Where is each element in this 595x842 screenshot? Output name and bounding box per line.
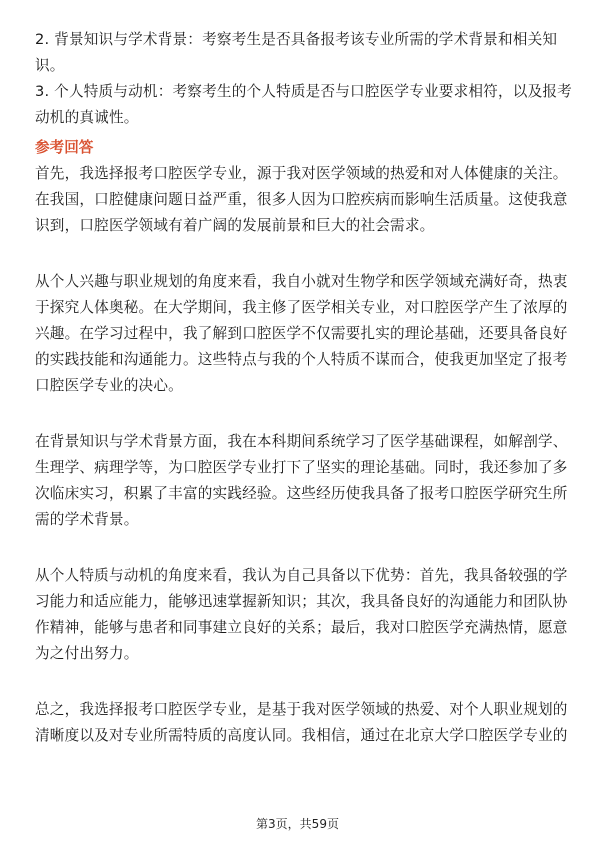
paragraph-4 — [35, 563, 568, 667]
text-line: 从个人特质与动机的角度来看，我认为自己具备以下优势：首先，我具备较强的学 — [35, 567, 568, 584]
answer-heading: 参考回答 — [35, 139, 94, 156]
text-line: 在我国，口腔健康问题日益严重，很多人因为口腔疾病而影响生活质量。这使我意 — [35, 191, 568, 208]
paragraph-3 — [35, 429, 568, 533]
text-line: 首先，我选择报考口腔医学专业，源于我对医学领域的热爱和对人体健康的关注。 — [35, 165, 568, 182]
paragraph-gap — [35, 533, 561, 563]
text-line: 的实践技能和沟通能力。这些特点与我的个人特质不谋而合，使我更加坚定了报考 — [35, 351, 568, 368]
text-line: 兴趣。在学习过程中，我了解到口腔医学不仅需要扎实的理论基础，还要具备良好 — [35, 325, 568, 342]
text-line: 于探究人体奥秘。在大学期间，我主修了医学相关专业，对口腔医学产生了浓厚的 — [35, 299, 568, 316]
text-line: 习能力和适应能力，能够迅速掌握新知识；其次，我具备良好的沟通能力和团队协 — [35, 593, 568, 610]
document-page — [35, 27, 572, 749]
paragraph-gap — [35, 667, 561, 697]
text-line: 动机的真诚性。 — [35, 109, 139, 126]
text-line: 识到，口腔医学领域有着广阔的发展前景和巨大的社会需求。 — [35, 217, 435, 234]
criterion-2 — [35, 27, 561, 79]
text-line: 总之，我选择报考口腔医学专业，是基于我对医学领域的热爱、对个人职业规划的 — [35, 701, 568, 718]
text-line: 2. 背景知识与学术背景：考察考生是否具备报考该专业所需的学术背景和相关知 — [35, 31, 558, 48]
page-number: 第3页，共59页 — [256, 817, 339, 831]
paragraph-1 — [35, 161, 568, 239]
text-line: 3. 个人特质与动机：考察考生的个人特质是否与口腔医学专业要求相符，以及报考 — [35, 83, 572, 100]
criterion-3 — [35, 79, 572, 131]
text-line: 为之付出努力。 — [35, 645, 139, 662]
text-line: 从个人兴趣与职业规划的角度来看，我自小就对生物学和医学领域充满好奇，热衷 — [35, 273, 568, 290]
text-line: 需的学术背景。 — [35, 511, 139, 528]
text-line: 生理学、病理学等，为口腔医学专业打下了坚实的理论基础。同时，我还参加了多 — [35, 459, 568, 476]
text-line: 作精神，能够与患者和同事建立良好的关系；最后，我对口腔医学充满热情，愿意 — [35, 619, 568, 636]
text-line: 次临床实习，积累了丰富的实践经验。这些经历使我具备了报考口腔医学研究生所 — [35, 485, 568, 502]
text-line: 识。 — [35, 57, 65, 74]
paragraph-gap — [35, 239, 561, 269]
text-line: 口腔医学专业的决心。 — [35, 377, 183, 394]
paragraph-2 — [35, 269, 568, 399]
text-line: 清晰度以及对专业所需特质的高度认同。我相信，通过在北京大学口腔医学专业的 — [35, 727, 568, 744]
paragraph-gap — [35, 399, 561, 429]
paragraph-5 — [35, 697, 568, 749]
text-line: 在背景知识与学术背景方面，我在本科期间系统学习了医学基础课程，如解剖学、 — [35, 433, 568, 450]
